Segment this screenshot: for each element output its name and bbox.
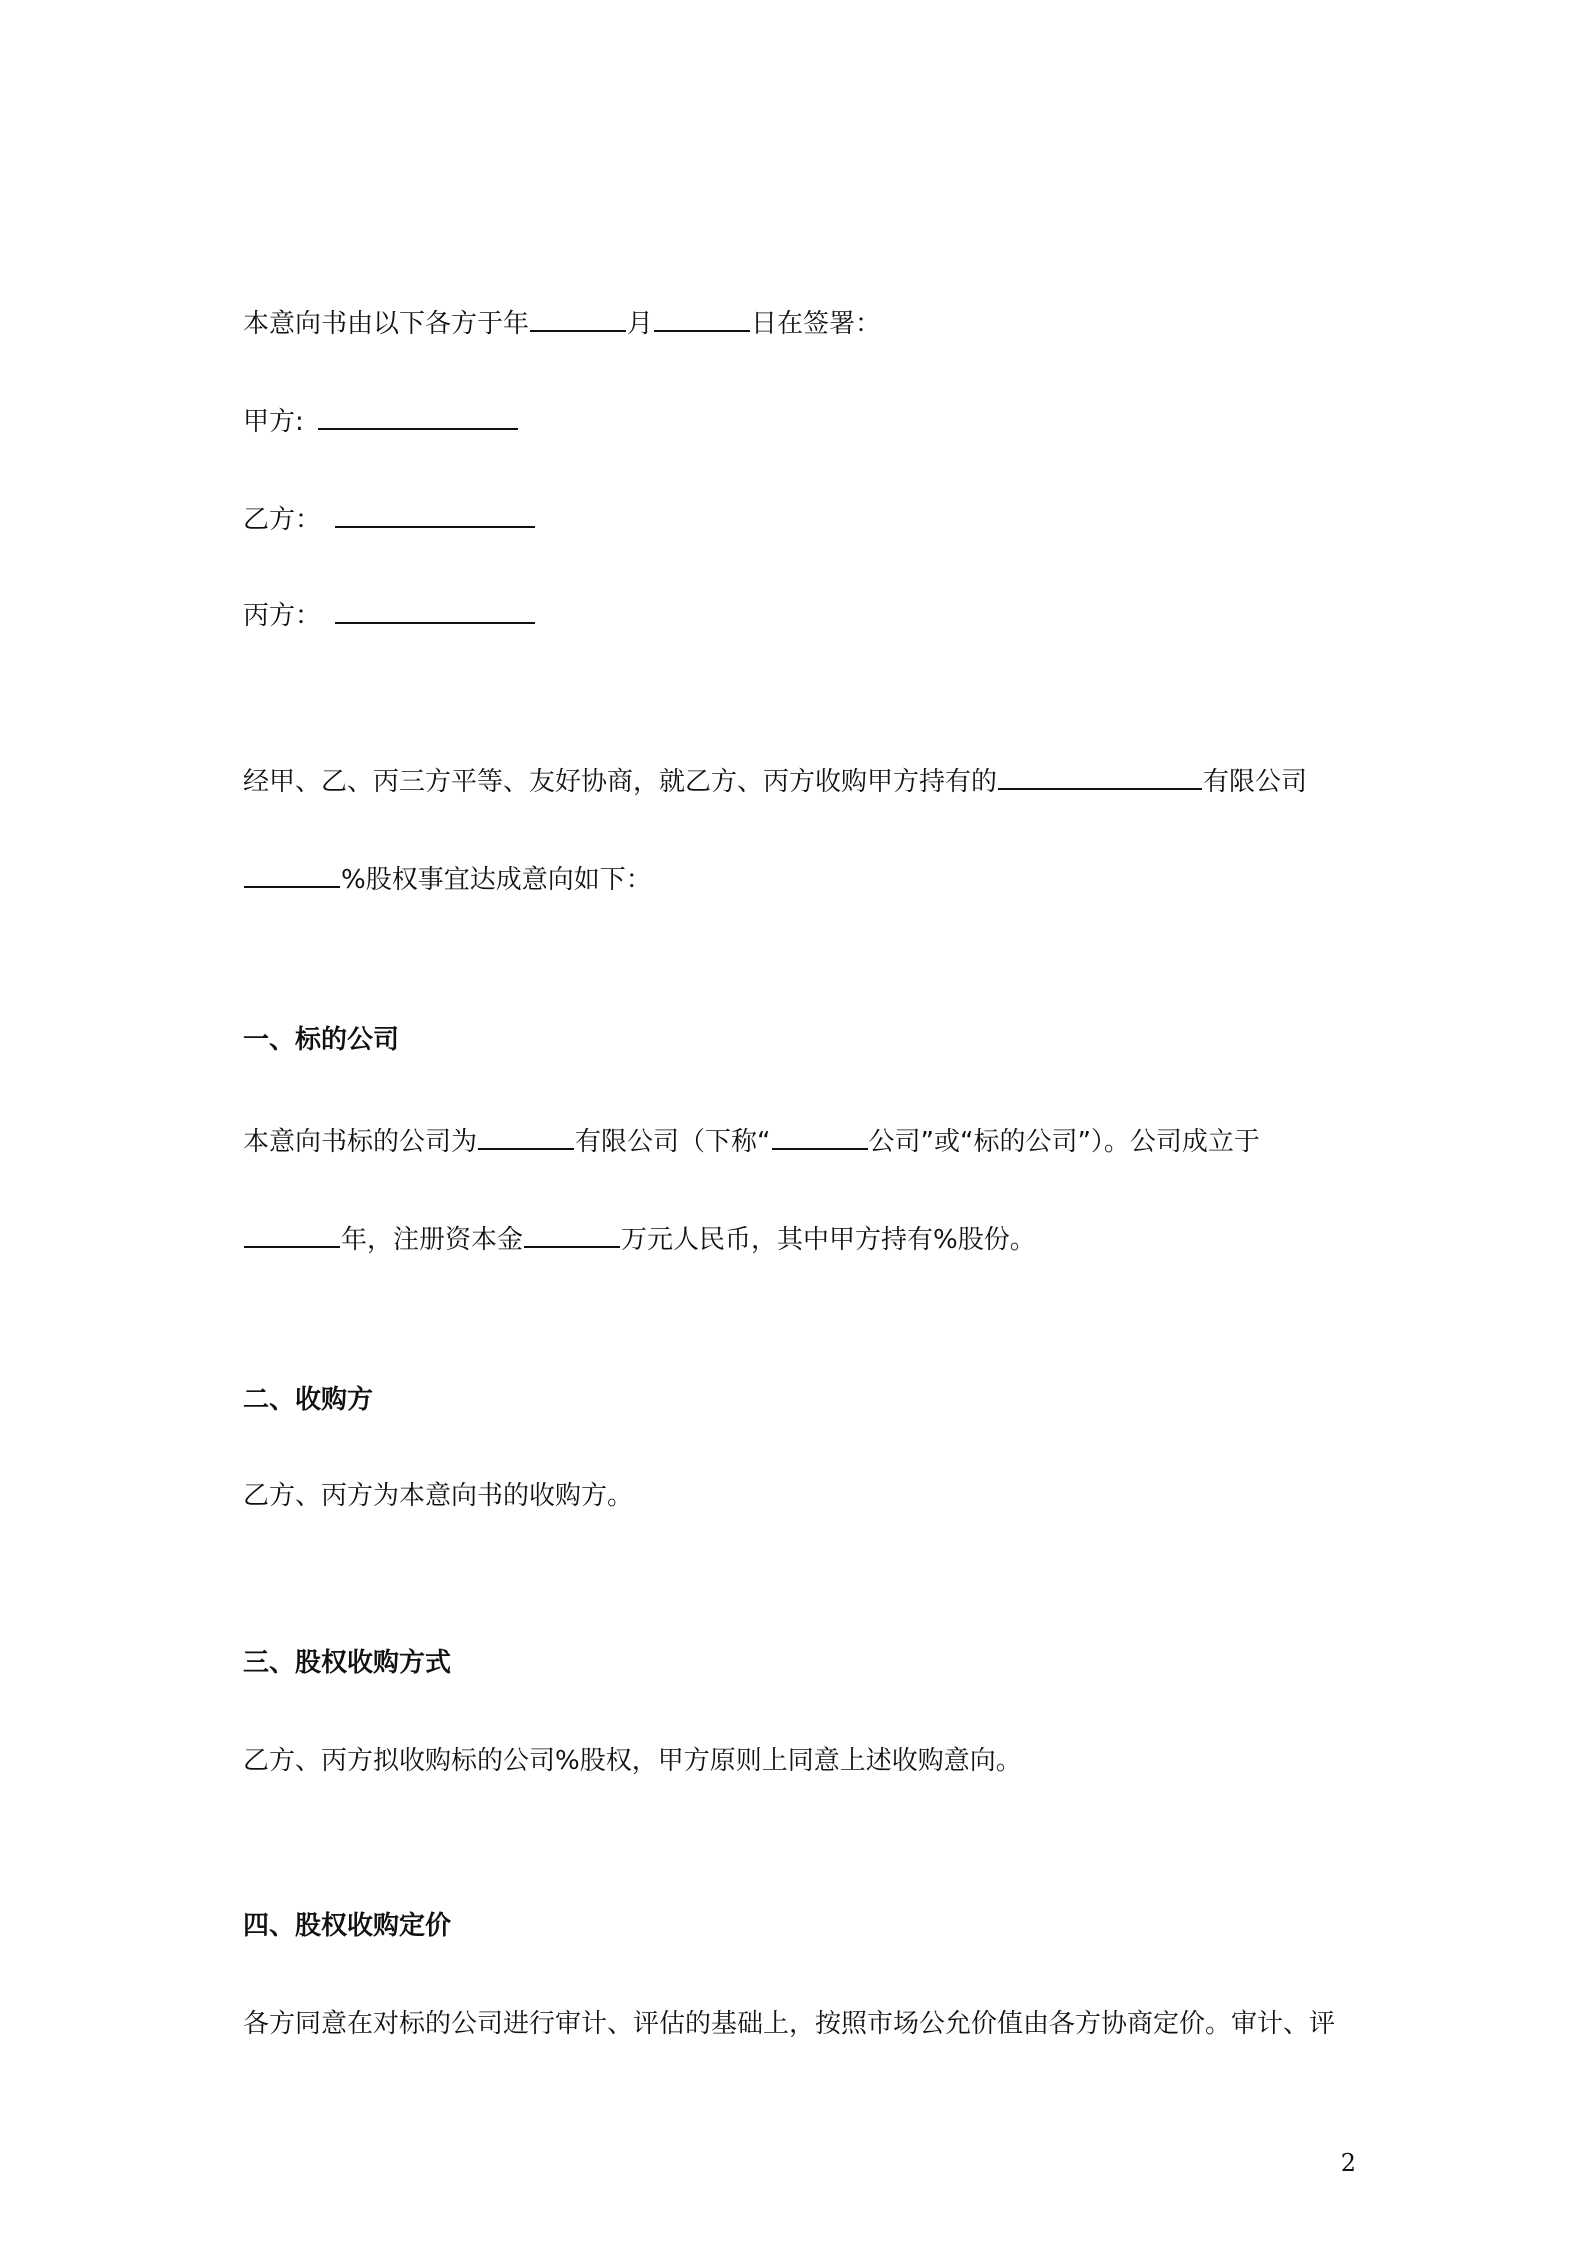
section-4-heading: 四、股权收购定价 [243, 1911, 452, 1941]
party-b-label: 乙方： [243, 505, 322, 535]
party-c-label: 丙方： [243, 601, 322, 631]
section-4-body: 各方同意在对标的公司进行审计、评估的基础上，按照市场公允价值由各方协商定价。审计、评 [243, 2009, 1336, 2039]
party-a-label: 甲方: [243, 407, 304, 437]
blank-day [654, 304, 750, 332]
blank-target-name [478, 1122, 574, 1150]
blank-party-a [318, 402, 518, 430]
section-1-line-2 [243, 1220, 1036, 1258]
section-2-heading: 二、收购方 [243, 1385, 374, 1415]
party-c-line [243, 596, 536, 634]
signing-line [243, 304, 881, 342]
blank-short-name [772, 1122, 868, 1150]
party-a-line [243, 402, 519, 440]
signing-prefix: 本意向书由以下各方于年 [243, 309, 530, 339]
intro-company-suffix: 有限公司 [1203, 767, 1308, 797]
blank-founded-year [244, 1220, 340, 1248]
blank-company-name [998, 762, 1202, 790]
s1-text-c: 公司”或“标的公司”）。公司成立于 [868, 1127, 1260, 1157]
section-1-line-1 [243, 1122, 1260, 1160]
signing-month-label: 月 [627, 309, 654, 339]
s1-text-b: 有限公司（下称“ [575, 1127, 771, 1157]
page-number: 2 [1340, 2149, 1356, 2177]
section-3-heading: 三、股权收购方式 [243, 1648, 452, 1678]
s1-text-d: 年，注册资本金 [341, 1225, 524, 1255]
s1-text-a: 本意向书标的公司为 [243, 1127, 478, 1157]
section-2-body: 乙方、丙方为本意向书的收购方。 [243, 1481, 634, 1511]
blank-equity-percent [244, 860, 340, 888]
blank-party-b [335, 500, 535, 528]
party-b-line [243, 500, 536, 538]
s1-text-e: 万元人民币，其中甲方持有%股份。 [621, 1225, 1036, 1255]
intro-line-1 [243, 762, 1307, 800]
section-1-heading: 一、标的公司 [243, 1025, 400, 1055]
intro-line-2 [243, 860, 652, 898]
signing-suffix: 日在签署： [751, 309, 882, 339]
section-3-body: 乙方、丙方拟收购标的公司%股权，甲方原则上同意上述收购意向。 [243, 1746, 1022, 1776]
blank-month [530, 304, 626, 332]
blank-capital [524, 1220, 620, 1248]
intro-text-1: 经甲、乙、丙三方平等、友好协商，就乙方、丙方收购甲方持有的 [243, 767, 998, 797]
blank-party-c [335, 596, 535, 624]
intro-text-2: %股权事宜达成意向如下： [341, 865, 652, 895]
